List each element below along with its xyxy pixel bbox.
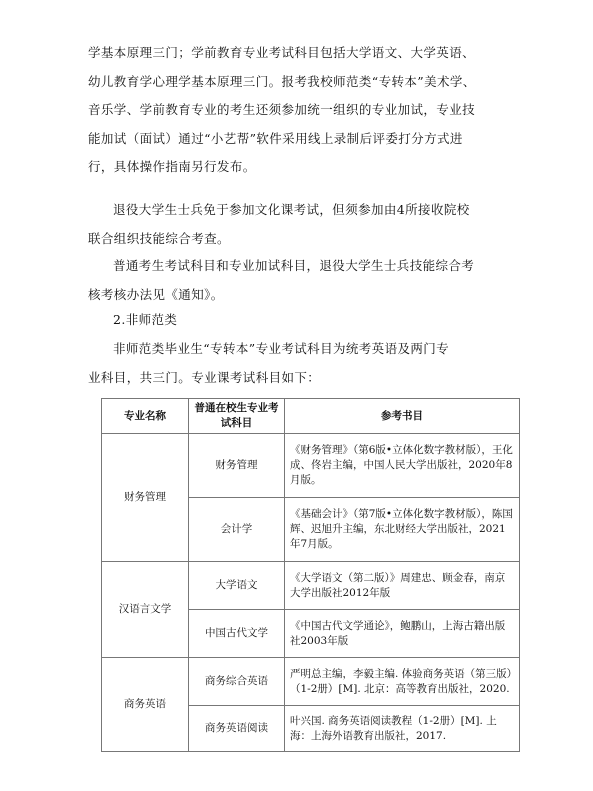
course-table xyxy=(101,398,520,752)
text-line: 退役大学生士兵免于参加文化课考试，但须参加由4所接收院校 xyxy=(113,202,470,217)
header-major: 专业名称 xyxy=(102,399,189,434)
text-line: 行，具体操作指南另行发布。 xyxy=(88,159,256,174)
cell-subject: 大学语文 xyxy=(189,562,285,610)
text-line: 业科目，共三门。专业课考试科目如下： xyxy=(88,369,321,385)
text-line: 核考核办法见《通知》。 xyxy=(88,286,224,302)
cell-reference: 叶兴国. 商务英语阅读教程（1-2册）[M]. 上海：上海外语教育出版社，2017. xyxy=(285,706,520,752)
section-heading-non-teacher xyxy=(88,306,518,335)
header-subject: 普通在校生专业考试科目 xyxy=(189,399,285,434)
text-line: 音乐学、学前教育专业的考生还须参加统一组织的专业加试，专业技 xyxy=(88,102,476,117)
paragraph-veterans xyxy=(88,196,518,253)
text-line: 普通考生考试科目和专业加试科目，退役大学生士兵技能综合考 xyxy=(113,258,475,273)
cell-reference: 《大学语文（第二版）》周建忠、顾金春，南京大学出版社2012年版 xyxy=(285,562,520,610)
paragraph-exam-subjects xyxy=(88,39,518,182)
cell-subject: 财务管理 xyxy=(189,434,285,498)
cell-subject: 会计学 xyxy=(189,498,285,562)
table-row xyxy=(102,434,520,498)
text-line: 非师范类毕业生“专转本”专业考试科目为统考英语及两门专 xyxy=(113,341,450,356)
text-line: 能加试（面试）通过“小艺帮”软件采用线上录制后评委打分方式进 xyxy=(88,130,463,146)
text-line: 2.非师范类 xyxy=(113,312,178,327)
cell-subject: 中国古代文学 xyxy=(189,610,285,658)
cell-reference: 《财务管理》（第6版•立体化数字教材版），王化成、佟岩主编，中国人民大学出版社，2020年8月版。 xyxy=(285,434,520,498)
header-reference: 参考书目 xyxy=(285,399,520,434)
cell-reference: 《基础会计》（第7版•立体化数字教材版），陈国辉、迟旭升主编，东北财经大学出版社，2021年7月版。 xyxy=(285,498,520,562)
paragraph-assessment xyxy=(88,252,518,309)
text-line: 联合组织技能综合考查。 xyxy=(88,230,230,246)
cell-reference: 《中国古代文学通论》，鲍鹏山，上海古籍出版社2003年版 xyxy=(285,610,520,658)
cell-major: 财务管理 xyxy=(102,434,189,562)
cell-major: 商务英语 xyxy=(102,658,189,752)
text-line: 幼儿教育学心理学基本原理三门。报考我校师范类“专转本”美术学、 xyxy=(88,73,476,89)
cell-subject: 商务英语阅读 xyxy=(189,706,285,752)
table-row xyxy=(102,658,520,706)
text-line: 学基本原理三门；学前教育专业考试科目包括大学语文、大学英语、 xyxy=(88,45,476,60)
cell-reference: 严明总主编，李毅主编. 体验商务英语（第三版）（1-2册）[M]. 北京：高等教育出版社，2020. xyxy=(285,658,520,706)
table-header-row xyxy=(102,399,520,434)
paragraph-non-teacher-subjects xyxy=(88,335,518,392)
table-row xyxy=(102,562,520,610)
cell-subject: 商务综合英语 xyxy=(189,658,285,706)
cell-major: 汉语言文学 xyxy=(102,562,189,658)
